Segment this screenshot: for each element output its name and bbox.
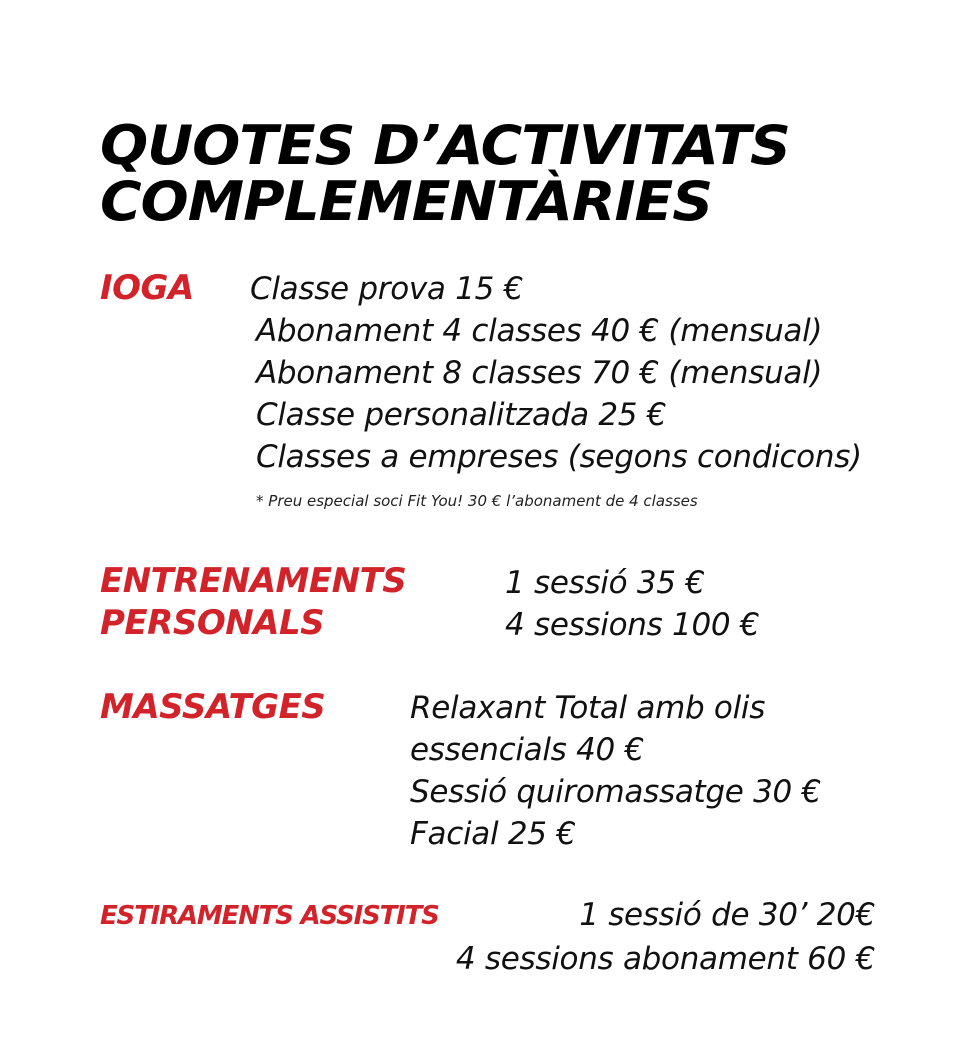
entrenaments-price-list [505,562,759,646]
ioga-price-item: Classe personalitzada 25 € [256,397,667,433]
ioga-price-item: Classes a empreses (segons condicons) [256,439,862,475]
massatges-price-item: Relaxant Total amb olis [410,690,766,726]
section-label-entrenaments-line-2: PERSONALS [100,603,325,643]
estiraments-price-item: 1 sessió de 30’ 20€ [579,897,875,933]
ioga-price-item: Abonament 8 classes 70 € (mensual) [256,355,823,391]
section-label-entrenaments [100,560,406,644]
ioga-price-item: Abonament 4 classes 40 € (mensual) [256,313,823,349]
page-title-line-2: COMPLEMENTÀRIES [100,170,713,233]
estiraments-price-item: 4 sessions abonament 60 € [455,941,875,977]
section-label-entrenaments-line-1: ENTRENAMENTS [100,561,407,601]
entrenaments-price-item: 1 sessió 35 € [505,565,705,601]
entrenaments-price-item: 4 sessions 100 € [505,607,760,643]
massatges-price-item: Facial 25 € [410,816,576,852]
massatges-price-item: essencials 40 € [410,732,644,768]
ioga-footnote: * Preu especial soci Fit You! 30 € l’abonament de 4 classes [256,492,698,510]
page-title-line-1: QUOTES D’ACTIVITATS [100,114,790,177]
estiraments-price-list [400,893,875,981]
section-label-massatges: MASSATGES [100,687,326,727]
ioga-price-item: Classe prova 15 € [250,271,523,307]
ioga-price-list [250,268,862,478]
massatges-price-list [410,687,821,855]
section-label-ioga: IOGA [100,268,194,308]
massatges-price-item: Sessió quiromassatge 30 € [410,774,821,810]
section-label-estiraments: ESTIRAMENTS ASSISTITS [100,901,439,931]
page-title [100,114,790,233]
